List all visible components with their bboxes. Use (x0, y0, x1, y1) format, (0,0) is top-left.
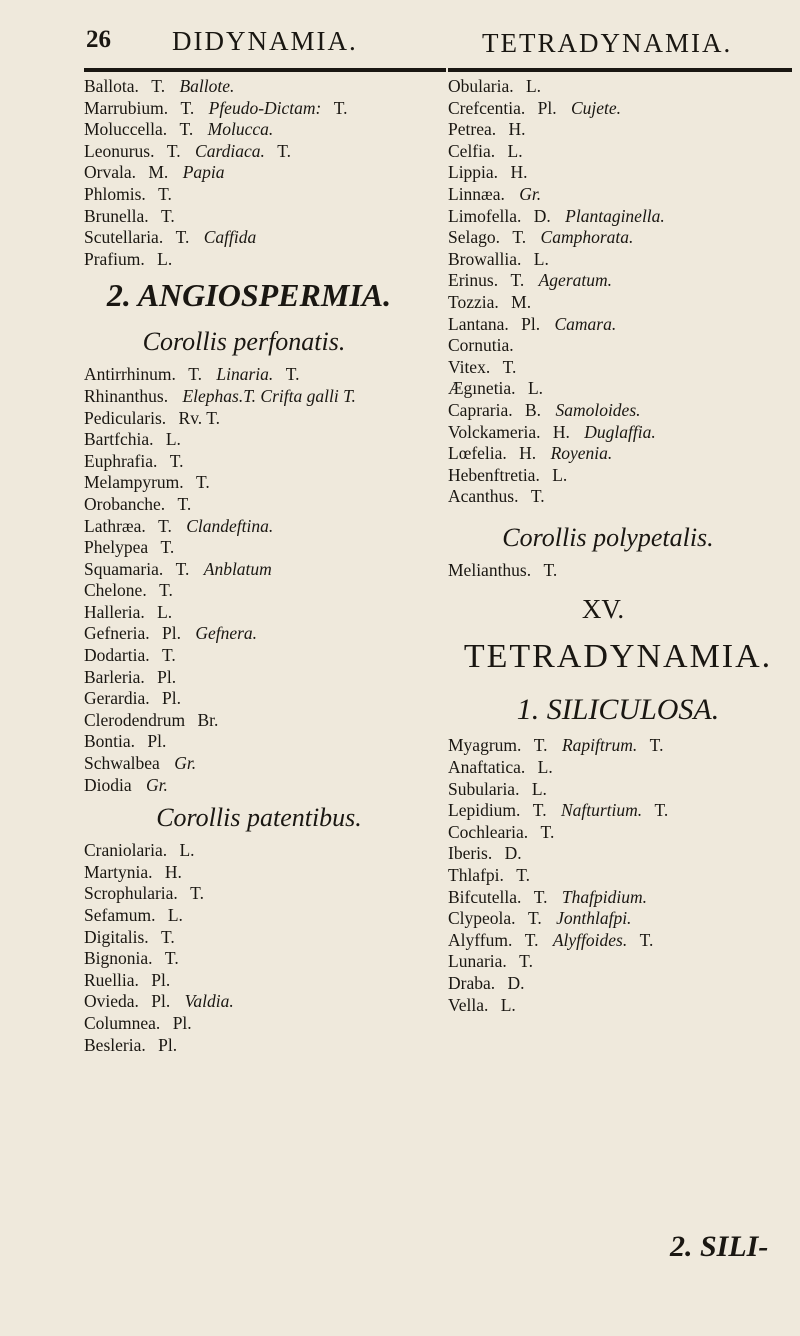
synonym-name: Cardiaca. (195, 140, 265, 161)
author-abbrev: Pl. (151, 969, 171, 990)
author-abbrev: L. (533, 248, 549, 269)
genus-name: Euphrafia. (84, 450, 158, 471)
genus-name: Selago. (448, 227, 501, 248)
genus-name: Draba. (448, 973, 496, 993)
synonym-name: Linaria. (216, 364, 274, 385)
author-abbrev: L. (157, 248, 173, 269)
genus-entry (84, 559, 444, 581)
class-title: TETRADYNAMIA. (463, 638, 773, 676)
author-abbrev: H. (164, 861, 182, 882)
genus-name: Clerodendrum (84, 709, 186, 730)
genus-name: Cochlearia. (448, 821, 529, 842)
genus-name: Barleria. (84, 666, 145, 687)
running-head-left: DIDYNAMIA. (172, 26, 358, 56)
genus-entry (448, 98, 788, 120)
genus-entry (84, 429, 444, 451)
genus-entry (84, 840, 444, 862)
author-abbrev: T. (196, 472, 210, 493)
order-heading: 2. ANGIOSPERMIA. (106, 277, 392, 314)
genus-entry (84, 249, 444, 271)
genus-entry (84, 184, 444, 206)
author-abbrev: T. (533, 735, 548, 756)
synonym-name: Camara. (554, 313, 617, 334)
author-abbrev: T. (639, 929, 654, 950)
genus-entry (84, 862, 444, 884)
genus-name: Digitalis. (84, 926, 149, 947)
author-abbrev: T. (177, 493, 192, 514)
author-abbrev: L. (179, 840, 195, 861)
author-abbrev: T. (161, 645, 176, 666)
genus-entry (84, 472, 444, 494)
genus-name: Moluccella. (84, 119, 168, 140)
genus-entry (84, 227, 444, 249)
genus-entry (84, 580, 444, 602)
genus-entry (84, 927, 444, 949)
genus-entry (84, 1013, 444, 1035)
author-abbrev: L. (165, 429, 181, 450)
synonym-name: Camphorata. (540, 227, 634, 248)
author-abbrev: T. (543, 559, 558, 580)
synonym-name: Caffida (203, 227, 257, 248)
author-abbrev: T. (533, 886, 548, 907)
genus-entry (448, 119, 788, 141)
genus-entry (84, 494, 444, 516)
synonym-name: Jonthlafpi. (556, 908, 632, 929)
author-abbrev: T. (159, 580, 173, 601)
genus-entry (448, 757, 788, 779)
genus-entry (84, 516, 444, 538)
genus-name: Iberis. (448, 843, 493, 864)
genus-name: Limofella. (448, 205, 522, 226)
genus-name: Hebenftretia. (448, 464, 540, 485)
author-abbrev: T. (510, 270, 525, 291)
author-abbrev: L. (167, 905, 183, 925)
genus-entry (84, 408, 444, 430)
synonym-name: Plantaginella. (565, 205, 665, 226)
genus-name: Myagrum. (448, 735, 522, 756)
synonym-name: Gefnera. (195, 623, 258, 644)
genus-name: Diodia (84, 774, 132, 795)
author-abbrev: Br. (197, 709, 219, 730)
author-abbrev: T. (161, 926, 175, 947)
genus-entry (84, 386, 444, 408)
genus-name: Bontia. (84, 731, 136, 752)
genus-name: Acanthus. (448, 486, 519, 507)
genus-entry (84, 1035, 444, 1057)
genus-entry (448, 314, 788, 336)
author-abbrev: Pl. (147, 731, 167, 752)
author-abbrev: T. (160, 537, 175, 558)
genus-entry (84, 364, 444, 386)
author-abbrev: M. (511, 291, 532, 312)
genus-name: Melampyrum. (84, 472, 184, 493)
genus-entry (84, 991, 444, 1013)
genus-name: Scrophularia. (84, 883, 178, 904)
genus-entry (448, 443, 788, 465)
genus-entry (448, 335, 788, 357)
genus-entry (84, 206, 444, 228)
genus-name: Bifcutella. (448, 886, 522, 907)
genus-name: Squamaria. (84, 558, 164, 579)
synonym-name: Valdia. (184, 991, 234, 1012)
author-abbrev: T. (180, 97, 195, 118)
genus-entry (84, 688, 444, 710)
author-abbrev: T. (166, 140, 181, 161)
genus-name: Halleria. (84, 601, 145, 622)
genus-entry (84, 119, 444, 141)
genus-name: Ballota. (84, 76, 139, 96)
synonym-name: Royenia. (550, 443, 613, 464)
author-abbrev: T. (158, 515, 172, 536)
synonym-name: Gr. (146, 774, 168, 795)
genus-entry (448, 357, 788, 379)
genus-entry (84, 905, 444, 927)
genus-entry (448, 486, 788, 508)
genus-name: Brunella. (84, 205, 149, 226)
author-abbrev: T. (524, 929, 539, 950)
genus-name: Lippia. (448, 162, 499, 183)
genus-name: Orobanche. (84, 493, 166, 514)
header-rule-right (448, 68, 792, 72)
genus-entry (448, 465, 788, 487)
author-abbrev: H. (510, 162, 528, 183)
genus-entry (448, 887, 788, 909)
synonym-name: Pfeudo-Dictam: (208, 97, 322, 118)
genus-list (448, 76, 788, 508)
genus-name: Vitex. (448, 356, 491, 377)
page-number: 26 (86, 26, 111, 53)
genus-entry (84, 753, 444, 775)
author-abbrev: T. (285, 364, 300, 385)
genus-entry (448, 141, 788, 163)
synonym-name: Gr. (519, 183, 542, 204)
genus-name: Lepidium. (448, 800, 521, 821)
author-abbrev: T. (158, 183, 172, 204)
synonym-name: Alyffoides. (552, 929, 628, 950)
genus-name: Gefneria. (84, 623, 150, 644)
author-abbrev: T. (333, 97, 348, 118)
genus-name: Vella. (448, 994, 489, 1015)
genus-name: Bignonia. (84, 948, 153, 969)
genus-entry (448, 865, 788, 887)
genus-name: Craniolaria. (84, 840, 168, 861)
genus-name: Leonurus. (84, 140, 155, 161)
synonym-name: Molucca. (207, 119, 274, 140)
author-abbrev: Pl. (161, 688, 181, 709)
order-heading: 1. SILICULOSA. (516, 693, 720, 727)
author-abbrev: T. (151, 76, 166, 96)
author-abbrev: H. (519, 443, 537, 464)
genus-entry (448, 908, 788, 930)
author-abbrev: T. (530, 486, 545, 507)
genus-name: Martynia. (84, 861, 153, 882)
genus-name: Columnea. (84, 1012, 161, 1033)
synonym-name: Papia (182, 162, 225, 183)
genus-entry (448, 249, 788, 271)
author-abbrev: Pl. (161, 623, 181, 644)
genus-name: Clypeola. (448, 908, 516, 929)
synonym-name: Rapiftrum. (561, 735, 638, 756)
author-abbrev: T. (188, 364, 203, 385)
author-abbrev: T. (179, 119, 194, 140)
author-abbrev: L. (531, 778, 547, 799)
synonym-name: Nafturtium. (560, 800, 643, 821)
author-abbrev: D. (507, 973, 525, 993)
genus-entry (448, 843, 788, 865)
author-abbrev: Pl. (157, 666, 177, 687)
author-abbrev: T. (175, 227, 190, 248)
genus-name: Scutellaria. (84, 227, 164, 248)
genus-list (448, 735, 788, 1016)
subsection-heading: Corollis patentibus. (156, 803, 362, 833)
left-column (84, 76, 444, 1056)
genus-entry (84, 948, 444, 970)
genus-entry (448, 779, 788, 801)
genus-entry (448, 973, 788, 995)
genus-name: Browallia. (448, 248, 522, 269)
genus-entry (448, 378, 788, 400)
genus-entry (84, 537, 444, 559)
catchword: 2. SILI- (670, 1230, 769, 1263)
author-abbrev: T. (175, 558, 190, 579)
author-abbrev: T. (502, 356, 517, 377)
genus-entry (448, 270, 788, 292)
genus-name: Anaftatica. (448, 757, 526, 778)
genus-name: Cornutia. (448, 335, 514, 356)
genus-name: Prafium. (84, 248, 145, 269)
genus-entry (84, 775, 444, 797)
genus-entry (84, 970, 444, 992)
author-abbrev: T. (516, 865, 531, 886)
genus-name: Capraria. (448, 399, 513, 420)
genus-name: Obularia. (448, 76, 514, 96)
genus-name: Subularia. (448, 778, 520, 799)
genus-entry (84, 76, 444, 98)
subsection-heading: Corollis perfonatis. (142, 327, 346, 357)
synonym-name: Thafpidium. (561, 886, 648, 907)
author-abbrev: T. (190, 883, 204, 904)
genus-list (84, 840, 444, 1056)
genus-entry (448, 227, 788, 249)
author-abbrev: L. (527, 378, 544, 399)
genus-entry (84, 645, 444, 667)
author-abbrev: L. (507, 140, 523, 161)
author-abbrev: L. (552, 464, 568, 485)
genus-entry (448, 292, 788, 314)
genus-name: Bartfchia. (84, 429, 154, 450)
genus-entry (448, 995, 788, 1017)
genus-entry (84, 451, 444, 473)
genus-entry (84, 710, 444, 732)
genus-entry (448, 400, 788, 422)
genus-entry (84, 667, 444, 689)
genus-name: Linnæa. (448, 183, 505, 204)
genus-name: Besleria. (84, 1034, 146, 1055)
genus-name: Antirrhinum. (84, 364, 176, 385)
genus-name: Petrea. (448, 119, 497, 140)
genus-name: Pedicularis. (84, 407, 167, 428)
genus-entry (448, 422, 788, 444)
author-abbrev: T. (540, 821, 555, 842)
genus-list (84, 76, 444, 270)
author-abbrev: L. (157, 601, 173, 622)
genus-entry (448, 951, 788, 973)
author-abbrev: Pl. (172, 1012, 192, 1033)
author-abbrev: Pl. (521, 313, 541, 334)
synonym-name: Gr. (174, 753, 197, 774)
genus-entry (84, 731, 444, 753)
genus-entry (448, 184, 788, 206)
genus-entry (84, 98, 444, 120)
author-abbrev: L. (525, 76, 542, 96)
author-abbrev: M. (148, 162, 169, 183)
genus-name: Alyffum. (448, 929, 513, 950)
author-abbrev: T. (512, 227, 527, 248)
genus-name: Schwalbea (84, 753, 160, 774)
author-abbrev: H. (552, 421, 570, 442)
genus-name: Melianthus. (448, 559, 532, 580)
author-abbrev: Pl. (537, 97, 557, 118)
author-abbrev: T. (527, 908, 542, 929)
genus-entry (84, 883, 444, 905)
author-abbrev: T. (169, 450, 184, 471)
genus-entry (84, 141, 444, 163)
genus-name: Phelypea (84, 537, 149, 558)
synonym-name: Clandeftina. (186, 515, 274, 536)
genus-name: Marrubium. (84, 97, 169, 118)
author-abbrev: D. (533, 205, 551, 226)
genus-name: Crefcentia. (448, 97, 526, 118)
genus-entry (448, 206, 788, 228)
synonym-name: Cujete. (570, 97, 622, 118)
genus-name: Ruellia. (84, 969, 139, 990)
genus-name: Ægınetia. (448, 378, 516, 399)
author-abbrev: Rv. T. (178, 407, 221, 428)
genus-entry (448, 76, 788, 98)
genus-entry (448, 930, 788, 952)
author-abbrev: D. (504, 843, 522, 864)
genus-name: Lunaria. (448, 951, 507, 972)
author-abbrev: B. (525, 399, 542, 420)
genus-name: Dodartia. (84, 645, 150, 666)
genus-entry (84, 623, 444, 645)
genus-entry (448, 800, 788, 822)
header-rule-left (84, 68, 446, 72)
genus-entry (448, 822, 788, 844)
genus-name: Rhinanthus. (84, 385, 169, 406)
author-abbrev: H. (508, 119, 526, 140)
genus-list (448, 560, 788, 582)
genus-name: Tozzia. (448, 291, 499, 312)
synonym-name: Anblatum (203, 558, 272, 579)
genus-name: Celfia. (448, 140, 496, 161)
right-column (448, 76, 788, 1016)
genus-entry (448, 162, 788, 184)
author-abbrev: T. (649, 735, 664, 756)
genus-name: Gerardia. (84, 688, 150, 709)
genus-name: Phlomis. (84, 183, 146, 204)
synonym-name: Samoloides. (555, 399, 641, 420)
genus-list (84, 364, 444, 796)
class-number: XV. (581, 594, 625, 625)
synonym-name: Ageratum. (538, 270, 613, 291)
author-abbrev: Pl. (158, 1034, 178, 1055)
genus-entry (448, 560, 788, 582)
author-abbrev: T. (161, 205, 175, 226)
author-abbrev: T. (277, 140, 292, 161)
author-abbrev: T. (654, 800, 669, 821)
genus-name: Orvala. (84, 162, 136, 183)
genus-name: Lœfelia. (448, 443, 507, 464)
genus-name: Sefamum. (84, 905, 156, 925)
page-header (0, 22, 800, 72)
author-abbrev: T. (519, 951, 533, 972)
genus-entry (84, 602, 444, 624)
author-abbrev: L. (537, 757, 553, 778)
genus-name: Ovieda. (84, 991, 139, 1012)
genus-name: Chelone. (84, 580, 147, 601)
genus-entry (84, 162, 444, 184)
genus-name: Thlafpi. (448, 865, 504, 886)
synonym-name: Duglaffia. (584, 421, 656, 442)
author-abbrev: T. (164, 948, 179, 969)
genus-name: Volckameria. (448, 421, 541, 442)
genus-name: Lathræa. (84, 515, 146, 536)
subsection-heading: Corollis polypetalis. (502, 522, 714, 552)
genus-entry (448, 735, 788, 757)
author-abbrev: Pl. (151, 991, 171, 1012)
running-head-right: TETRADYNAMIA. (482, 28, 733, 58)
synonym-name: Elephas.T. Crifta galli T. (182, 385, 356, 406)
author-abbrev: L. (500, 994, 516, 1015)
author-abbrev: T. (532, 800, 547, 821)
synonym-name: Ballote. (179, 76, 235, 96)
genus-name: Lantana. (448, 313, 509, 334)
genus-name: Erinus. (448, 270, 499, 291)
